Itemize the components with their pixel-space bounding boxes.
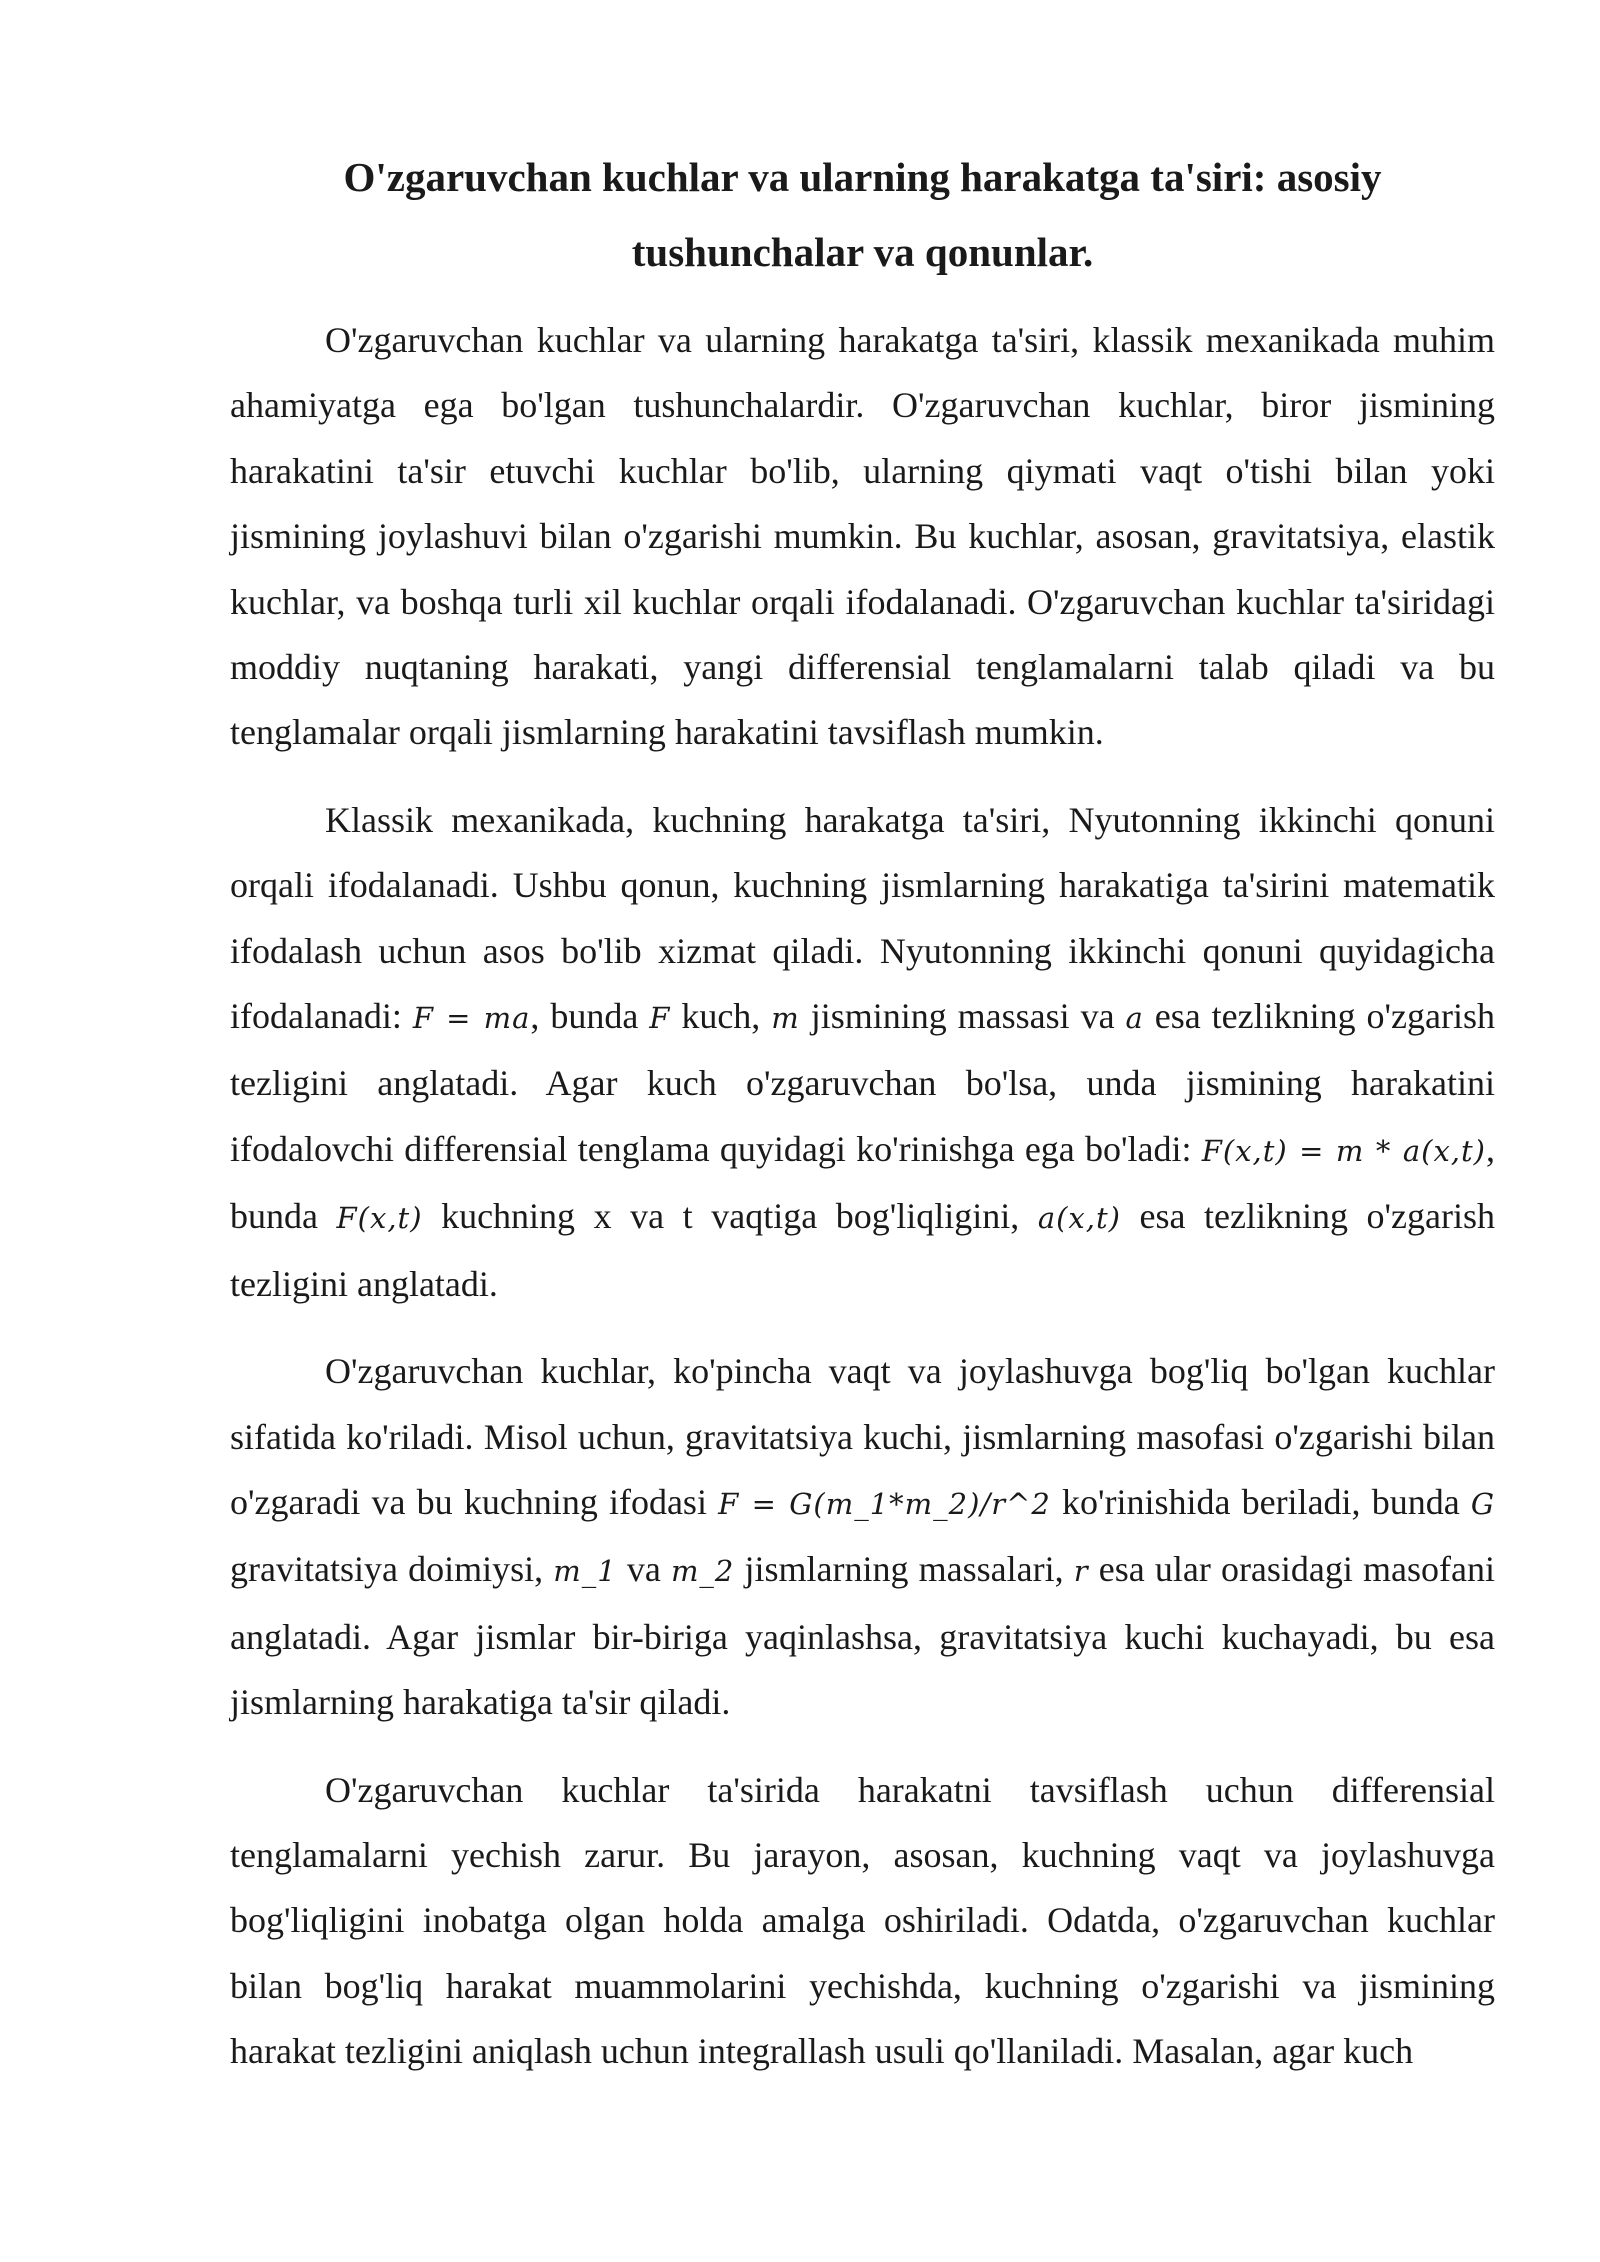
paragraph-text: ko'rinishida beriladi, bunda xyxy=(1050,1481,1471,1522)
formula-symbol-force: F xyxy=(649,1001,671,1036)
paragraph-text: , bunda xyxy=(530,996,650,1037)
formula-differential-equation: F(x,t) = m * a(x,t) xyxy=(1201,1133,1486,1168)
formula-symbol-mass: m xyxy=(771,1001,800,1036)
paragraph-text: jismining massasi va xyxy=(799,996,1126,1037)
paragraph-text: esa tezlikning o'zgarish tezligini anglatadi. xyxy=(230,1196,1496,1304)
paragraph-text: O'zgaruvchan kuchlar, ko'pincha vaqt va joylashuvga bog'liq bo'lgan kuchlar sifatida ko'riladi. Misol uchun, gravitatsiya kuchi, jismlarning masofasi o'zgarishi bilan o'zgaradi va bu kuchning ifodasi xyxy=(230,1351,1495,1522)
formula-symbol-g: G xyxy=(1470,1486,1495,1521)
paragraph-text: , bunda xyxy=(230,1128,1495,1237)
paragraph-text: kuch, xyxy=(670,996,772,1037)
formula-symbol-r: r xyxy=(1073,1554,1089,1589)
formula-acceleration-function: a(x,t) xyxy=(1037,1201,1121,1236)
formula-symbol-m2: m_2 xyxy=(670,1554,735,1589)
paragraph-newton-second-law xyxy=(230,788,1495,1317)
paragraph-text: Klassik mexanikada, kuchning harakatga ta'siri, Nyutonning ikkinchi qonuni orqali ifodalanadi. Ushbu qonun, kuchning jismlarning harakatiga ta'sirini matematik ifodalash uchun asos bo'lib xizmat qiladi. Nyutonning ikkinchi qonuni quyidagicha ifodalanadi: xyxy=(230,799,1495,1037)
formula-force-function: F(x,t) xyxy=(336,1201,423,1236)
formula-symbol-acceleration: a xyxy=(1125,1001,1144,1036)
paragraph-text: esa tezlikning o'zgarish tezligini anglatadi. Agar kuch o'zgaruvchan bo'lsa, unda jismining harakatini ifodalovchi differensial tenglama quyidagi ko'rinishga ega bo'ladi: xyxy=(230,996,1495,1169)
document-title: O'zgaruvchan kuchlar va ularning harakatga ta'siri: asosiy tushunchalar va qonunlar. xyxy=(343,154,1382,275)
formula-gravitation: F = G(m_1*m_2)/r^2 xyxy=(718,1486,1051,1521)
formula-symbol-m1: m_1 xyxy=(553,1554,617,1589)
document-body xyxy=(230,140,1495,2107)
paragraph-text: esa ular orasidagi masofani anglatadi. Agar jismlar bir-biriga yaqinlashsa, gravitatsiya kuchi kuchayadi, bu esa jismlarning harakatiga ta'sir qiladi. xyxy=(230,1549,1495,1723)
paragraph-text: jismlarning massalari, xyxy=(734,1549,1074,1590)
paragraph-intro: O'zgaruvchan kuchlar va ularning harakatga ta'siri, klassik mexanikada muhim ahamiyatga ega bo'lgan tushunchalardir. O'zgaruvchan kuchlar, biror jismining harakatini ta'sir etuvchi kuchlar bo'lib, ularning qiymati vaqt o'tishi bilan yoki jismining joylashuvi bilan o'zgarishi mumkin. Bu kuchlar, asosan, gravitatsiya, elastik kuchlar, va boshqa turli xil kuchlar orqali ifodalanadi. O'zgaruvchan kuchlar ta'siridagi moddiy nuqtaning harakati, yangi differensial tenglamalarni talab qiladi va bu tenglamalar orqali jismlarning harakatini tavsiflash mumkin. xyxy=(230,320,1495,753)
paragraph-differential-equations: O'zgaruvchan kuchlar ta'sirida harakatni tavsiflash uchun differensial tenglamalarni yechish zarur. Bu jarayon, asosan, kuchning vaqt va joylashuvga bog'liqligini inobatga olgan holda amalga oshiriladi. Odatda, o'zgaruvchan kuchlar bilan bog'liq harakat muammolarini yechishda, kuchning o'zgarishi va jismining harakat tezligini aniqlash uchun integrallash usuli qo'llaniladi. Masalan, agar kuch xyxy=(230,1769,1495,2072)
paragraph-text: gravitatsiya doimiysi, xyxy=(230,1549,554,1590)
paragraph-gravitation xyxy=(230,1339,1495,1735)
paragraph-text: kuchning x va t vaqtiga bog'liqligini, xyxy=(422,1196,1038,1237)
formula-newton: F = ma xyxy=(412,1001,531,1036)
paragraph-text: va xyxy=(616,1549,671,1590)
